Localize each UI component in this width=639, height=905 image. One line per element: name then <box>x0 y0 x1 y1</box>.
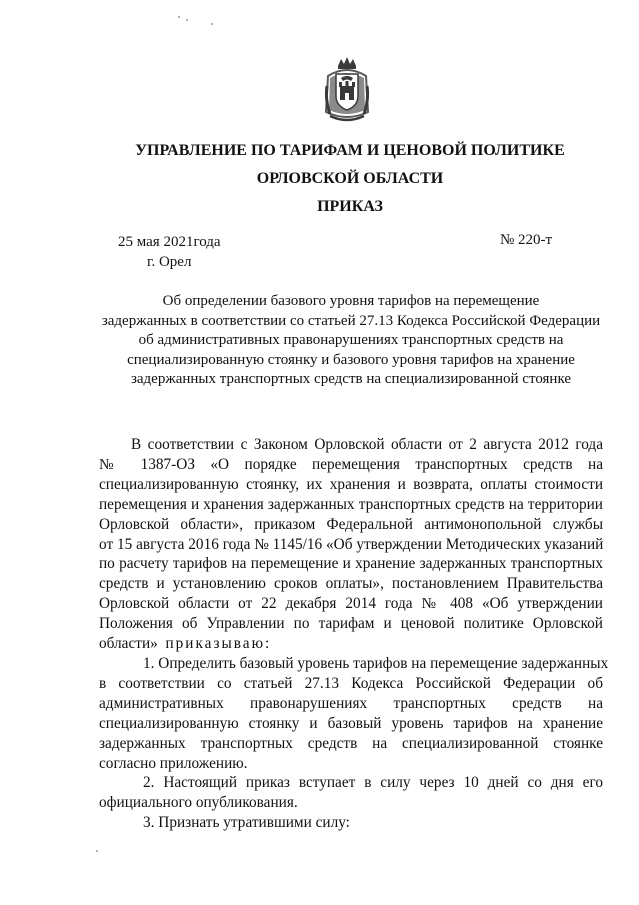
body-line: по расчету тарифов на перемещение и хранение задержанных транспортных <box>99 555 603 573</box>
scan-speck <box>211 23 213 25</box>
body-line: 2. Настоящий приказ вступает в силу через 10 дней со дня его <box>143 774 603 792</box>
body-line: Орловской области от 22 декабря 2014 года № 408 «Об утверждении <box>99 595 603 613</box>
order-title <box>96 292 606 390</box>
body-line-text: области» <box>99 635 158 653</box>
order-title-line: задержанных транспортных средств на специализированной стоянке <box>130 371 572 387</box>
body-line <box>99 634 603 654</box>
body-line: согласно приложению. <box>99 754 248 772</box>
body-line: средств и установлению сроков оплаты», постановлением Правительства <box>99 575 603 593</box>
body-line: специализированную стоянку, их хранения и возврата, оплаты стоимости <box>99 475 603 493</box>
body-line: 3. Признать утратившими силу: <box>143 814 350 832</box>
ordering-word: приказываю: <box>165 635 272 653</box>
coat-of-arms-emblem <box>324 56 370 124</box>
body-line: В соответствии с Законом Орловской области от 2 августа 2012 года <box>131 436 603 453</box>
body-line: Орловской области», приказом Федеральной антимонопольной службы <box>99 515 603 533</box>
document-type-heading: ПРИКАЗ <box>317 198 383 215</box>
body-line: 1. Определить базовый уровень тарифов на перемещение задержанных <box>143 654 609 672</box>
order-number: № 220-т <box>500 232 553 248</box>
body-line: административных правонарушениях транспортных средств на <box>99 694 603 712</box>
order-title-line: об административных правонарушениях транспортных средств на <box>138 332 564 348</box>
body-line: Положения об Управлении по тарифам и ценовой политике Орловской <box>99 615 603 633</box>
body-line: перемещения и хранения задержанных транспортных средств на территории <box>99 495 603 513</box>
order-title-line: задержанных в соответствии со статьей 27.13 Кодекса Российской Федерации <box>101 312 601 329</box>
body-line: официального опубликования. <box>99 794 298 812</box>
scan-speck <box>186 19 188 21</box>
body-line: № 1387-ОЗ «О порядке перемещения транспортных средств на <box>99 455 603 473</box>
scan-speck <box>178 16 180 18</box>
order-body <box>99 435 609 833</box>
order-date: 25 мая 2021года <box>118 234 221 250</box>
org-name-line2: ОРЛОВСКОЙ ОБЛАСТИ <box>256 170 444 187</box>
body-line: в соответствии со статьей 27.13 Кодекса Российской Федерации об <box>99 674 603 692</box>
body-line: специализированную стоянку и базовый уровень тарифов на хранение <box>99 714 603 732</box>
scan-speck <box>96 850 98 852</box>
order-city: г. Орел <box>147 254 192 270</box>
order-title-line: Об определении базового уровня тарифов на перемещение <box>162 293 540 309</box>
order-title-line: специализированную стоянку и базового уровня тарифов на хранение <box>127 351 575 368</box>
body-line: от 15 августа 2016 года № 1145/16 «Об утверждении Методических указаний <box>99 535 604 553</box>
org-name-line1: УПРАВЛЕНИЕ ПО ТАРИФАМ И ЦЕНОВОЙ ПОЛИТИКЕ <box>135 142 565 159</box>
body-line: задержанных транспортных средств на специализированной стоянке <box>99 734 603 752</box>
